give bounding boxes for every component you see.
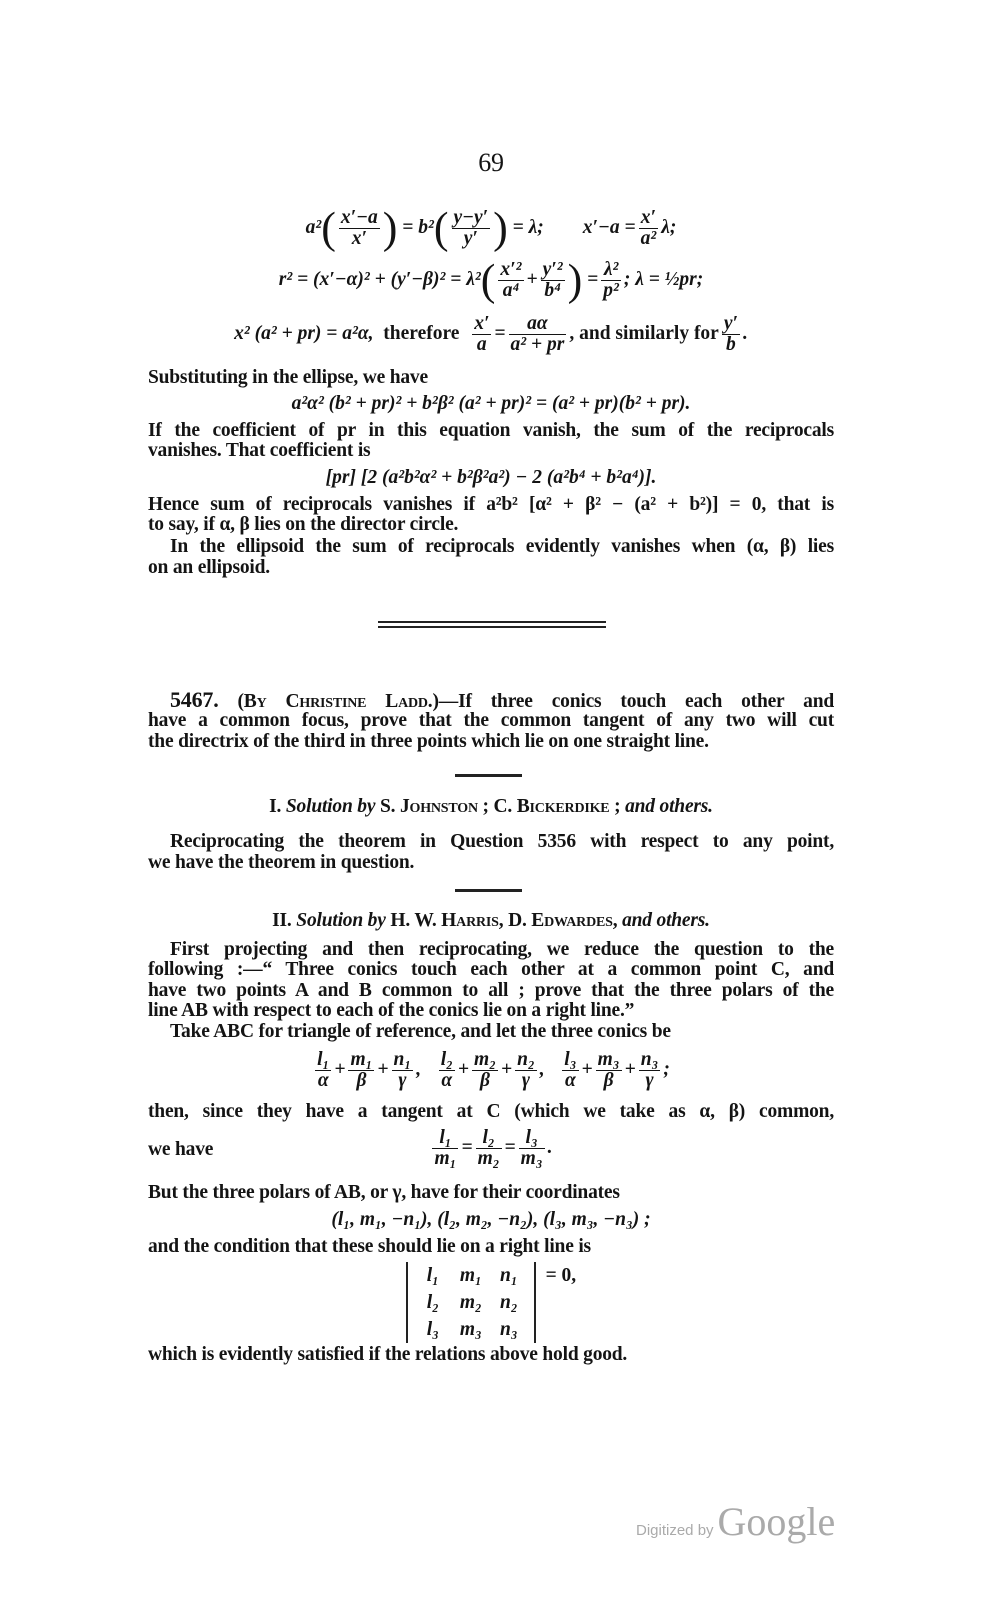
coordinates: (l₁, m₁, −n₁), (l₂, m₂, −n₂), (l₃, m₃, −n₃) ; [331, 1209, 651, 1230]
section-rule [455, 889, 522, 892]
google-watermark: Digitized by Google [636, 1499, 836, 1544]
text-line: on an ellipsoid. [148, 557, 270, 578]
equation-2: r² = (x′−α)² + (y′−β)² = λ²( $\frac{\text{x′²}}{\text{a⁴}}$ + $\frac{\text{y′²}}{\text{b⁴}}$ ) = $\frac{\text{λ²}}{\text{p²}}$ ; λ = ½pr; [278, 255, 704, 305]
text-line: then, since they have a tangent at C (which we take as α, β) common, [148, 1101, 834, 1122]
solution-1-heading: I. Solution by S. Johnston ; C. Bickerdike ; and others. [269, 796, 713, 817]
page-number: 69 [478, 148, 504, 177]
text-line: we have the theorem in question. [148, 852, 415, 873]
text-line: Reciprocating the theorem in Question 5356 with respect to any point, [170, 831, 834, 852]
question-number: 5467. [170, 687, 219, 712]
text-line: to say, if α, β lies on the director circle. [148, 514, 459, 535]
equation-5: [pr] [2 (a²b²α² + b²β²a²) − 2 (a²b⁴ + b²a⁴)]. [325, 467, 657, 488]
question-author: (By Christine Ladd.) [237, 691, 439, 712]
text-line: First projecting and then reciprocating, we reduce the question to the [170, 939, 834, 960]
text-line: which is evidently satisfied if the relations above hold good. [148, 1344, 628, 1365]
question-line: the directrix of the third in three points which lie on one straight line. [148, 731, 709, 752]
text-line: Substituting in the ellipse, we have [148, 367, 428, 388]
text-line: have two points A and B common to all ; prove that the three polars of the [148, 980, 834, 1001]
equation-1: a²( $\frac{x'-a}{x'}$ ) = b²( $\frac{y-y'}{y'}$ ) = λ; x′−a = $\frac{x'}{\text{a²}}$ λ; [305, 203, 677, 253]
solution-2-heading: II. Solution by H. W. Harris, D. Edwardes, and others. [272, 910, 710, 931]
question-line: have a common focus, prove that the common tangent of any two will cut [148, 710, 834, 731]
equation-4: a²α² (b² + pr)² + b²β² (a² + pr)² = (a² + pr)(b² + pr). [291, 393, 691, 414]
conics-equations: $\frac{\text{l₁}}{\alpha}$ + $\frac{\text{m₁}}{\beta}$ + $\frac{\text{n₁}}{\gamma}$ , $\frac{\text{l₂}}{\alpha}$ + $\frac{\text{m₂}}{\beta}$ + $\frac{\text{n₂}}{\gamma}$ , $\frac{\text{l₃}}{\alpha}$ + $\frac{\text{m₃}}{\beta}$ + $\frac{\text{n₃}}{\gamma}$ ; [317, 1049, 670, 1091]
determinant: l₁ m₁ n₁ l₂ m₂ n₂ l₃ m₃ n₃ = 0, [148, 1262, 834, 1343]
double-rule-top [378, 621, 606, 623]
question-text: —If three conics touch each other and [438, 691, 834, 712]
text-line: Take ABC for triangle of reference, and let the three conics be [170, 1021, 671, 1042]
double-rule-bottom [378, 626, 606, 628]
text-line: and the condition that these should lie on a right line is [148, 1236, 591, 1257]
text-line: line AB with respect to each of the conics lie on a right line.” [148, 1000, 635, 1021]
text-line: In the ellipsoid the sum of reciprocals evidently vanishes when (α, β) lies [170, 536, 834, 557]
equation-3: x² (a² + pr) = a²α, therefore $\frac{x'}{a}$ = $\frac{a\alpha}{\text{a² + pr}}$ , and similarly for $\frac{y'}{b}$ . [234, 313, 748, 355]
section-rule [455, 774, 522, 777]
text-line: Hence sum of reciprocals vanishes if a²b² [α² + β² − (a² + b²)] = 0, that is [148, 494, 834, 515]
text-line: But the three polars of AB, or γ, have for their coordinates [148, 1182, 620, 1203]
ratio-equation: $\frac{\text{l₁}}{\text{m₁}}$ = $\frac{\text{l₂}}{\text{m₂}}$ = $\frac{\text{l₃}}{\text{m₃}}$ . [434, 1127, 553, 1169]
text-line: If the coefficient of pr in this equation vanish, the sum of the reciprocals [148, 420, 834, 441]
text-line: vanishes. That coefficient is [148, 440, 371, 461]
text-line: following :—“ Three conics touch each other at a common point C, and [148, 959, 834, 980]
text-line: we have [148, 1139, 214, 1160]
